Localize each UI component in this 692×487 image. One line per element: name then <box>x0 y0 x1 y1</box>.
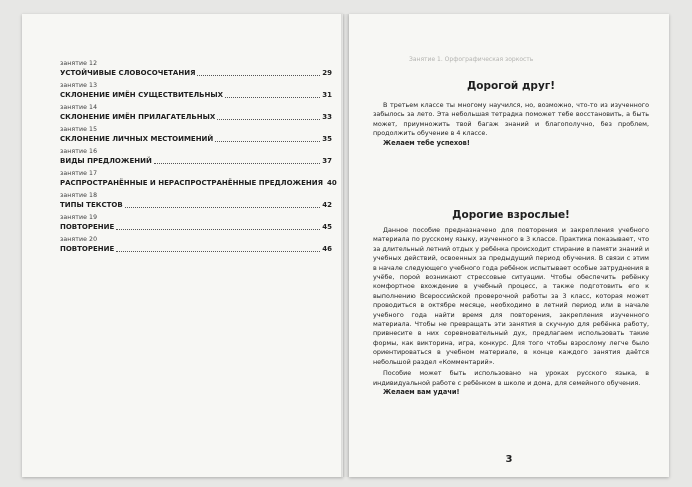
toc-page-number: 42 <box>322 201 332 209</box>
greeting-heading-child: Дорогой друг! <box>466 80 556 92</box>
toc-title: СКЛОНЕНИЕ ИМЁН ПРИЛАГАТЕЛЬНЫХ <box>60 113 216 121</box>
toc-leader-dots <box>116 251 320 252</box>
toc-entry[interactable] <box>60 214 332 236</box>
toc-lesson-label: занятие 18 <box>60 192 98 199</box>
toc-entry[interactable] <box>60 170 337 192</box>
toc-lesson-label: занятие 12 <box>60 60 98 67</box>
toc-title: СКЛОНЕНИЕ ЛИЧНЫХ МЕСТОИМЕНИЙ <box>60 135 214 143</box>
toc-page-number: 45 <box>322 223 332 231</box>
toc-leader-dots <box>215 141 320 142</box>
toc-entry[interactable] <box>60 236 332 258</box>
toc-lesson-label: занятие 14 <box>60 104 98 111</box>
toc-entry[interactable] <box>60 104 332 126</box>
right-page <box>349 14 669 477</box>
paragraph: Пособие может быть использовано на уроках русского языка, в индивидуальной работе с ребёнком в школе и дома, для семейного обучения. <box>373 369 649 387</box>
toc-leader-dots <box>116 229 320 230</box>
toc-leader-dots <box>217 119 320 120</box>
toc-title: РАСПРОСТРАНЁННЫЕ И НЕРАСПРОСТРАНЁННЫЕ ПРЕДЛОЖЕНИЯ <box>60 179 323 187</box>
toc-page-number: 35 <box>322 135 332 143</box>
toc-lesson-label: занятие 13 <box>60 82 98 89</box>
intro-text-adults <box>373 226 649 397</box>
bleed-through-text: Занятие 1. Орфографическая зоркость <box>409 56 534 63</box>
toc-title: СКЛОНЕНИЕ ИМЁН СУЩЕСТВИТЕЛЬНЫХ <box>60 91 224 99</box>
toc-page-number: 31 <box>322 91 332 99</box>
toc-title: ПОВТОРЕНИЕ <box>60 223 115 231</box>
toc-lesson-label: занятие 17 <box>60 170 98 177</box>
left-page <box>22 14 343 477</box>
toc-page-number: 37 <box>322 157 332 165</box>
paragraph: В третьем классе ты многому научился, но, возможно, что-то из изученного забылось за лето. Эта небольшая тетрадка поможет тебе восстановить, а быть может, приумножить твой багаж знаний и благополучно, без проблем, продолжить обучение в 4 классе. <box>373 101 649 138</box>
toc-entry[interactable] <box>60 82 332 104</box>
toc-leader-dots <box>154 163 320 164</box>
page-number: 3 <box>505 454 513 465</box>
toc-title: ВИДЫ ПРЕДЛОЖЕНИЙ <box>60 157 152 165</box>
toc-leader-dots <box>125 207 321 208</box>
toc-entry[interactable] <box>60 192 332 214</box>
toc-page-number: 40 <box>327 179 337 187</box>
toc-page-number: 29 <box>322 69 332 77</box>
greeting-heading-adults: Дорогие взрослые! <box>452 209 570 221</box>
intro-text-child <box>373 101 649 148</box>
table-of-contents <box>60 60 337 258</box>
toc-leader-dots <box>197 75 320 76</box>
toc-title: УСТОЙЧИВЫЕ СЛОВОСОЧЕТАНИЯ <box>60 69 196 77</box>
toc-lesson-label: занятие 15 <box>60 126 98 133</box>
toc-leader-dots <box>225 97 320 98</box>
paragraph: Данное пособие предназначено для повторения и закрепления учебного материала по русскому языку, изученного в 3 классе. Практика показывает, что за длительный летний отдых у ребёнка происходит стирание в памяти знаний и учебных действий, освоенных за предыдущий период обучения. В связи с этим в начале следующего учебного года ребёнок испытывает особые затруднения в учёбе, порой возникают стрессовые ситуации. Чтобы обеспечить ребёнку комфортное вхождение в учебный процесс, а также подготовить его к выполнению Всероссийской проверочной работы за 3 класс, которая может проводиться в октябре месяце, необходимо в летний период или в начале учебного года найти время для повторения, закрепления изученного материала. Чтобы не превращать эти занятия в скучную для ребёнка работу, привнесите в них соревновательный дух, предлагаем использовать такие формы, как викторина, игра, конкурс. Для того чтобы взрослому легче было ориентироваться в учебном материале, в конце каждого занятия даётся небольшой раздел «Комментарий». <box>373 226 649 366</box>
wish-line: Желаем вам удачи! <box>383 387 460 396</box>
toc-lesson-label: занятие 20 <box>60 236 98 243</box>
toc-entry[interactable] <box>60 126 332 148</box>
toc-entry[interactable] <box>60 148 332 170</box>
toc-entry[interactable] <box>60 60 332 82</box>
toc-title: ПОВТОРЕНИЕ <box>60 245 115 253</box>
wish-line: Желаем тебе успехов! <box>383 138 470 147</box>
toc-title: ТИПЫ ТЕКСТОВ <box>60 201 123 209</box>
toc-page-number: 46 <box>322 245 332 253</box>
toc-page-number: 33 <box>322 113 332 121</box>
toc-lesson-label: занятие 16 <box>60 148 98 155</box>
toc-lesson-label: занятие 19 <box>60 214 98 221</box>
